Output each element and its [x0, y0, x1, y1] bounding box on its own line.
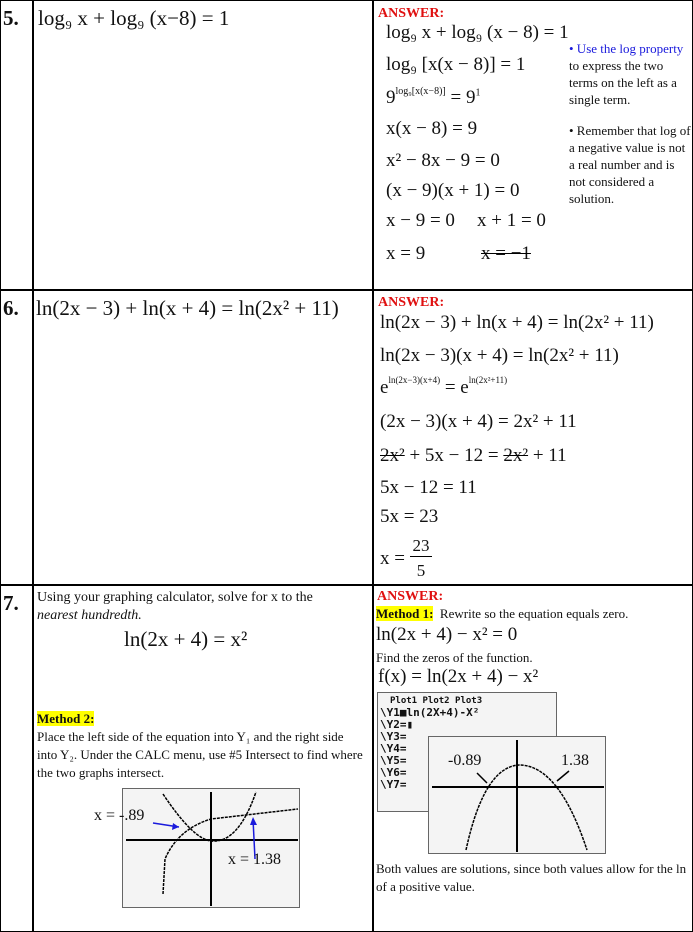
question-line: nearest hundredth.	[37, 608, 142, 623]
calc-line: \Y2=▮	[380, 718, 414, 731]
cancelled-term: 2x²	[503, 445, 529, 466]
step: x − 9 = 0	[386, 210, 455, 231]
equation: ln(2x + 4) = x²	[124, 627, 248, 651]
step: x + 1 = 0	[477, 210, 546, 231]
find-zeros-text: Find the zeros of the function.	[376, 650, 533, 665]
step: x(x − 8) = 9	[386, 118, 478, 139]
intersection-right-label: x = 1.38	[228, 851, 282, 868]
divider	[0, 584, 693, 586]
method1-label: Method 1:	[376, 606, 434, 621]
calc-line: \Y7=	[380, 778, 407, 791]
step: ln(2x − 3)(x + 4) = ln(2x² + 11)	[380, 345, 619, 366]
divider	[0, 289, 693, 291]
question-line: Using your graphing calculator, solve for x to the	[37, 590, 313, 605]
step: x = 9	[386, 243, 426, 264]
step: log₉ [x(x − 8)] = 1	[386, 54, 526, 75]
calc-line: \Y4=	[380, 742, 407, 755]
problem-number: 5.	[3, 6, 19, 30]
intersect-graph	[122, 788, 300, 908]
step: 5x − 12 = 11	[380, 477, 477, 498]
step: x =	[380, 548, 405, 569]
question: ln(2x − 3) + ln(x + 4) = ln(2x² + 11)	[36, 296, 339, 320]
step: log₉ x + log₉ (x − 8) = 1	[386, 22, 569, 43]
method1-equation: ln(2x + 4) − x² = 0	[376, 624, 518, 645]
answer-label: ANSWER:	[378, 295, 445, 310]
plot-header: Plot1 Plot2 Plot3	[390, 696, 483, 706]
step: $9^{log_9[x(x-8)]} = 9^1$	[386, 86, 481, 108]
log-property-link[interactable]: • Use the log property	[569, 41, 684, 56]
step: x² − 8x − 9 = 0	[386, 150, 500, 171]
calc-line: \Y1■ln(2X+4)-X²	[380, 706, 480, 719]
function: f(x) = ln(2x + 4) − x²	[378, 666, 539, 687]
cancelled-term: 2x²	[380, 445, 405, 466]
calc-line: \Y3=	[380, 730, 407, 743]
fraction-numerator: 23	[410, 536, 432, 557]
answer-label: ANSWER:	[377, 589, 444, 604]
step: $e^{ln(2x-3)(x+4)} = e^{ln(2x^2+11)}$	[380, 375, 508, 398]
note: • Remember that log of a negative value is not a real number and is not considered a solution.	[569, 123, 691, 206]
calc-line: \Y6=	[380, 766, 407, 779]
divider	[372, 0, 374, 932]
calc-line: \Y5=	[380, 754, 407, 767]
method2-text: Place the left side of the equation into Y₁ and the right side into Y₂. Under the CALC menu, use #5 Intersect to find where the two graphs intersect.	[37, 729, 363, 780]
fraction-denominator: 5	[416, 561, 426, 580]
step: 5x = 23	[380, 506, 439, 527]
zero-left-label: -0.89	[448, 752, 482, 769]
note: • Use the log property to express the two terms on the left as a single term.	[569, 41, 684, 107]
step: ln(2x − 3) + ln(x + 4) = ln(2x² + 11)	[380, 312, 654, 333]
step: (2x − 3)(x + 4) = 2x² + 11	[380, 411, 577, 432]
rejected-solution: x = −1	[481, 243, 531, 264]
method2-label: Method 2:	[37, 711, 95, 726]
divider	[32, 0, 34, 932]
method1-text: Rewrite so the equation equals zero.	[439, 606, 629, 621]
question: log₉ x + log₉ (x−8) = 1	[38, 6, 230, 30]
problem-number: 7.	[3, 591, 19, 615]
conclusion: Both values are solutions, since both values allow for the ln of a positive value.	[376, 861, 687, 894]
step: 2x² + 5x − 12 = 2x² + 11	[380, 445, 567, 466]
answer-label: ANSWER:	[378, 6, 445, 21]
step: (x − 9)(x + 1) = 0	[386, 180, 520, 201]
problem-number: 6.	[3, 296, 19, 320]
intersection-left-label: x = -.89	[94, 807, 145, 824]
zero-right-label: 1.38	[561, 752, 589, 769]
